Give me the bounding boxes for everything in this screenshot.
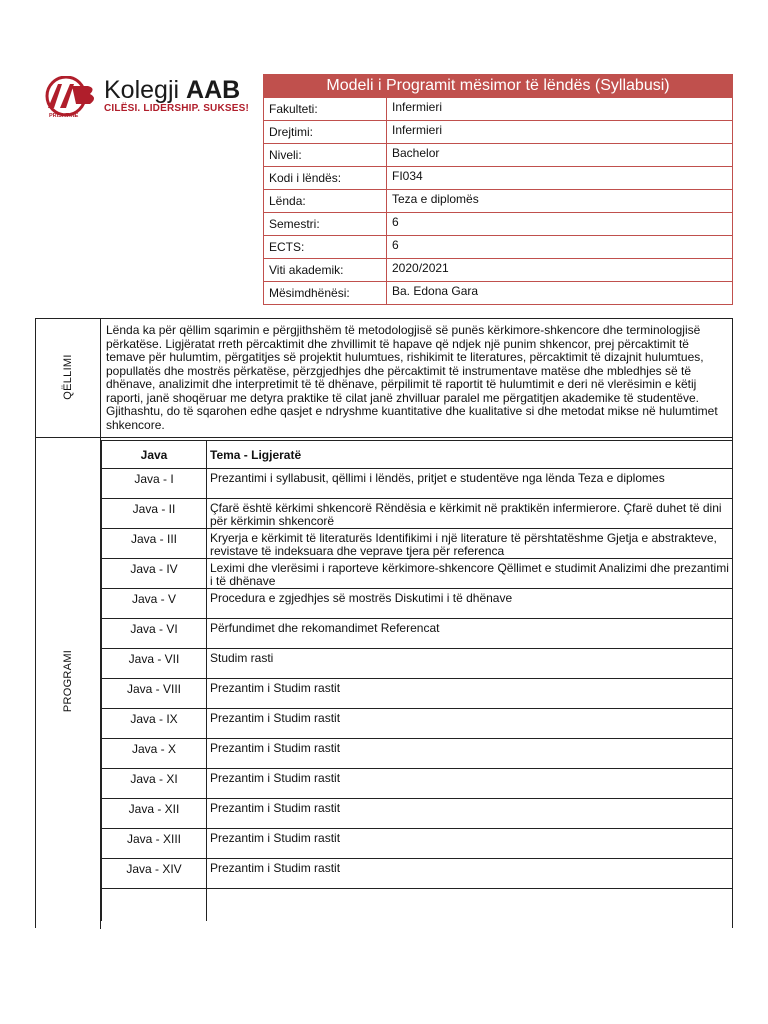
week-cell: Java - IX: [102, 709, 207, 739]
info-label: Drejtimi:: [264, 121, 387, 143]
info-label: Kodi i lëndës:: [264, 167, 387, 189]
program-side-label: PROGRAMI: [62, 649, 74, 713]
week-cell: Java - I: [102, 469, 207, 499]
empty-table-row: [102, 889, 733, 921]
info-value: FI034: [392, 169, 423, 183]
info-row: [264, 166, 732, 189]
topic-cell: Studim rasti: [207, 649, 733, 679]
info-label: Mësimdhënësi:: [264, 282, 387, 304]
info-label: ECTS:: [264, 236, 387, 258]
table-row: [102, 529, 733, 559]
info-label: Viti akademik:: [264, 259, 387, 281]
info-row: [264, 212, 732, 235]
week-cell: Java - VII: [102, 649, 207, 679]
topic-cell: Çfarë është kërkimi shkencorë Rëndësia e kërkimit në praktikën infermierore. Çfarë duhet të dini për kërkimin shkencorë: [207, 499, 733, 529]
info-row: [264, 120, 732, 143]
info-value: Bachelor: [392, 146, 440, 160]
college-tagline: CILËSI. LIDERSHIP. SUKSES!: [104, 103, 250, 114]
goal-side-label: QËLLIMI: [62, 354, 74, 400]
table-row: [102, 469, 733, 499]
info-value: 6: [392, 215, 399, 229]
info-value: Teza e diplomës: [392, 192, 479, 206]
table-row: [102, 619, 733, 649]
college-logo: [44, 76, 250, 120]
info-value: 6: [392, 238, 399, 252]
topic-cell: Prezantim i Studim rastit: [207, 859, 733, 889]
info-value: Infermieri: [392, 123, 443, 137]
week-cell: Java - XI: [102, 769, 207, 799]
topic-cell: Përfundimet dhe rekomandimet Referencat: [207, 619, 733, 649]
table-row: [102, 649, 733, 679]
topic-cell: Prezantim i Studim rastit: [207, 679, 733, 709]
table-row: [102, 679, 733, 709]
week-cell: Java - VIII: [102, 679, 207, 709]
table-row: [102, 769, 733, 799]
info-value: Infermieri: [392, 100, 443, 114]
column-header-topic: Tema - Ligjeratë: [207, 441, 733, 469]
empty-cell: [207, 889, 733, 921]
topic-cell: Prezantim i Studim rastit: [207, 829, 733, 859]
week-cell: Java - XII: [102, 799, 207, 829]
table-row: [102, 589, 733, 619]
column-header-week: Java: [102, 441, 207, 469]
table-row: [102, 559, 733, 589]
college-name: [104, 76, 240, 104]
week-cell: Java - III: [102, 529, 207, 559]
info-row: [264, 143, 732, 166]
week-cell: Java - VI: [102, 619, 207, 649]
syllabus-title: Modeli i Programit mësimor të lëndës (Syllabusi): [264, 75, 732, 97]
topic-cell: Prezantim i Studim rastit: [207, 739, 733, 769]
topic-cell: Prezantimi i syllabusit, qëllimi i lëndës, pritjet e studentëve nga lënda Teza e diplomes: [207, 469, 733, 499]
week-cell: Java - IV: [102, 559, 207, 589]
college-name-regular: Kolegji: [104, 76, 180, 104]
table-row: [102, 739, 733, 769]
topic-cell: Kryerja e kërkimit të literaturës Identifikimi i një literature të përshtatëshme Gjetja e abstrakteve, revistave të indeksuara dhe veprave tjera për referenca: [207, 529, 733, 559]
syllabus-info-table: [263, 74, 733, 305]
info-label: Niveli:: [264, 144, 387, 166]
aab-logo-mark-icon: [44, 76, 100, 120]
info-row: [264, 189, 732, 212]
empty-cell: [102, 889, 207, 921]
topic-cell: Procedura e zgjedhjes së mostrës Diskutimi i të dhënave: [207, 589, 733, 619]
topic-cell: Leximi dhe vlerësimi i raporteve kërkimore-shkencore Qëllimet e studimit Analizimi dhe prezantimi i të dhënave: [207, 559, 733, 589]
table-row: [102, 499, 733, 529]
week-cell: Java - XIII: [102, 829, 207, 859]
week-cell: Java - X: [102, 739, 207, 769]
table-row: [102, 829, 733, 859]
info-row: [264, 281, 732, 304]
info-value: Ba. Edona Gara: [392, 284, 479, 298]
topic-cell: Prezantim i Studim rastit: [207, 799, 733, 829]
logo-mark-subtext: PRISHTINË: [49, 113, 79, 119]
goal-description: Lënda ka për qëllim sqarimin e përgjithshëm të metodologjisë së punës kërkimore-shkencore dhe terminologjisë përkatëse. Ligjëratat rreth përcaktimit dhe zhvillimit të hapave që ndjek një punim shkencor, prej përcaktimit të temave për hulumtim, përgatitjes së projektit hulumtues, rishikimit te literatures, përcaktimit të dizajnit hulumtues, popullatës dhe mostrës përkatëse, përzgjedhjes dhe përcaktimit të instrumentave matëse dhe mbledhjes së të dhënave, analizimit dhe interpretimit të të dhënave, përpilimit të raportit të hulumtimit e deri në vlerësimin e këtij raporti, janë shoqëruar me detyra praktike të cilat janë zhvilluar paralel me përgatitjen akademike të studentëve. Gjithashtu, do të sqarohen edhe qasjet e ndryshme kuantitative dhe kualitative si dhe metodat mikse në hulumtimet shkencore.: [106, 323, 718, 432]
week-cell: Java - XIV: [102, 859, 207, 889]
table-row: [102, 859, 733, 889]
college-name-bold: AAB: [186, 76, 241, 104]
info-label: Lënda:: [264, 190, 387, 212]
table-row: [102, 799, 733, 829]
week-cell: Java - II: [102, 499, 207, 529]
info-label: Semestri:: [264, 213, 387, 235]
topic-cell: Prezantim i Studim rastit: [207, 769, 733, 799]
info-value: 2020/2021: [392, 261, 449, 275]
info-row: [264, 258, 732, 281]
weekly-program-table: [101, 440, 733, 921]
week-cell: Java - V: [102, 589, 207, 619]
info-row: [264, 235, 732, 258]
info-label: Fakulteti:: [264, 98, 387, 120]
topic-cell: Prezantim i Studim rastit: [207, 709, 733, 739]
info-row: [264, 97, 732, 120]
table-row: [102, 709, 733, 739]
